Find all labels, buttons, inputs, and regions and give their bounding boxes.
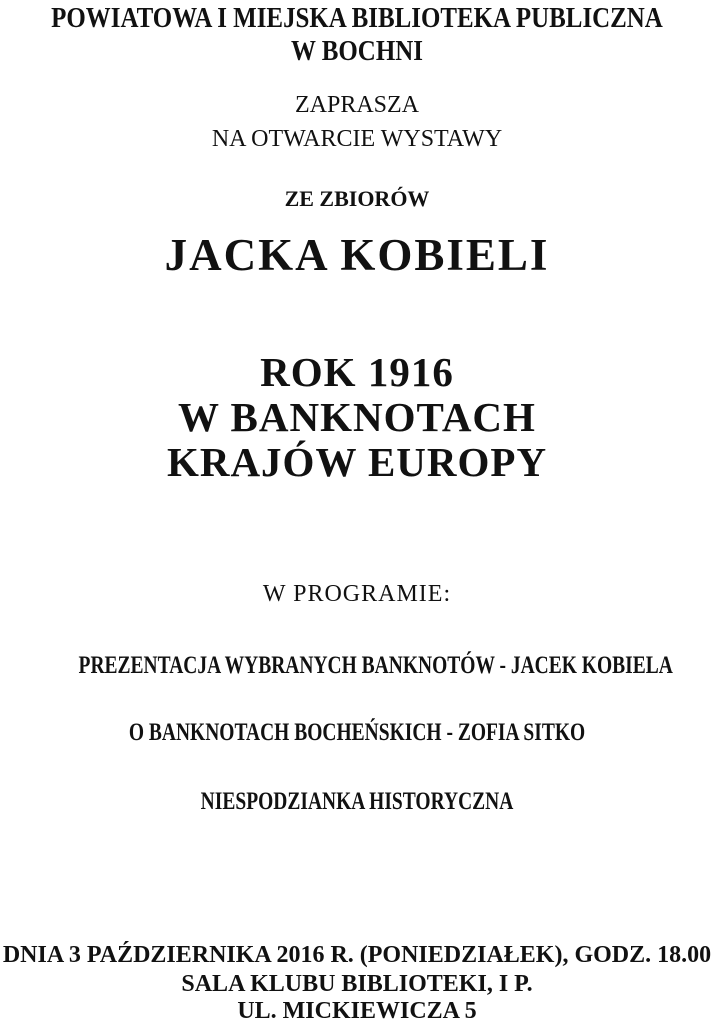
exhibition-title-line3: KRAJÓW EUROPY — [166, 439, 548, 485]
event-address: UL. MICKIEWICZA 5 — [237, 998, 477, 1024]
program-item: O BANKNOTACH BOCHEŃSKICH - ZOFIA SITKO — [128, 719, 586, 746]
exhibition-title-line2: W BANKNOTACH — [178, 394, 536, 440]
invite-line1: ZAPRASZA — [294, 92, 420, 118]
invite-line2: NA OTWARCIE WYSTAWY — [211, 126, 503, 152]
program-heading: W PROGRAMIE: — [262, 581, 452, 607]
program-item: PREZENTACJA WYBRANYCH BANKNOTÓW - JACEK KOBIELA — [78, 652, 673, 679]
organization-name-line1: POWIATOWA I MIEJSKA BIBLIOTEKA PUBLICZNA — [51, 2, 663, 34]
author-name: JACKA KOBIELI — [164, 230, 550, 280]
event-venue: SALA KLUBU BIBLIOTEKI, I P. — [181, 971, 533, 997]
from-collection-label: ZE ZBIORÓW — [284, 186, 430, 211]
program-item: NIESPODZIANKA HISTORYCZNA — [200, 788, 514, 815]
organization-name-line2: W BOCHNI — [291, 35, 423, 67]
exhibition-title-line1: ROK 1916 — [260, 349, 454, 395]
event-date-time: DNIA 3 PAŹDZIERNIKA 2016 R. (PONIEDZIAŁEK), GODZ. 18.00 — [2, 942, 712, 968]
